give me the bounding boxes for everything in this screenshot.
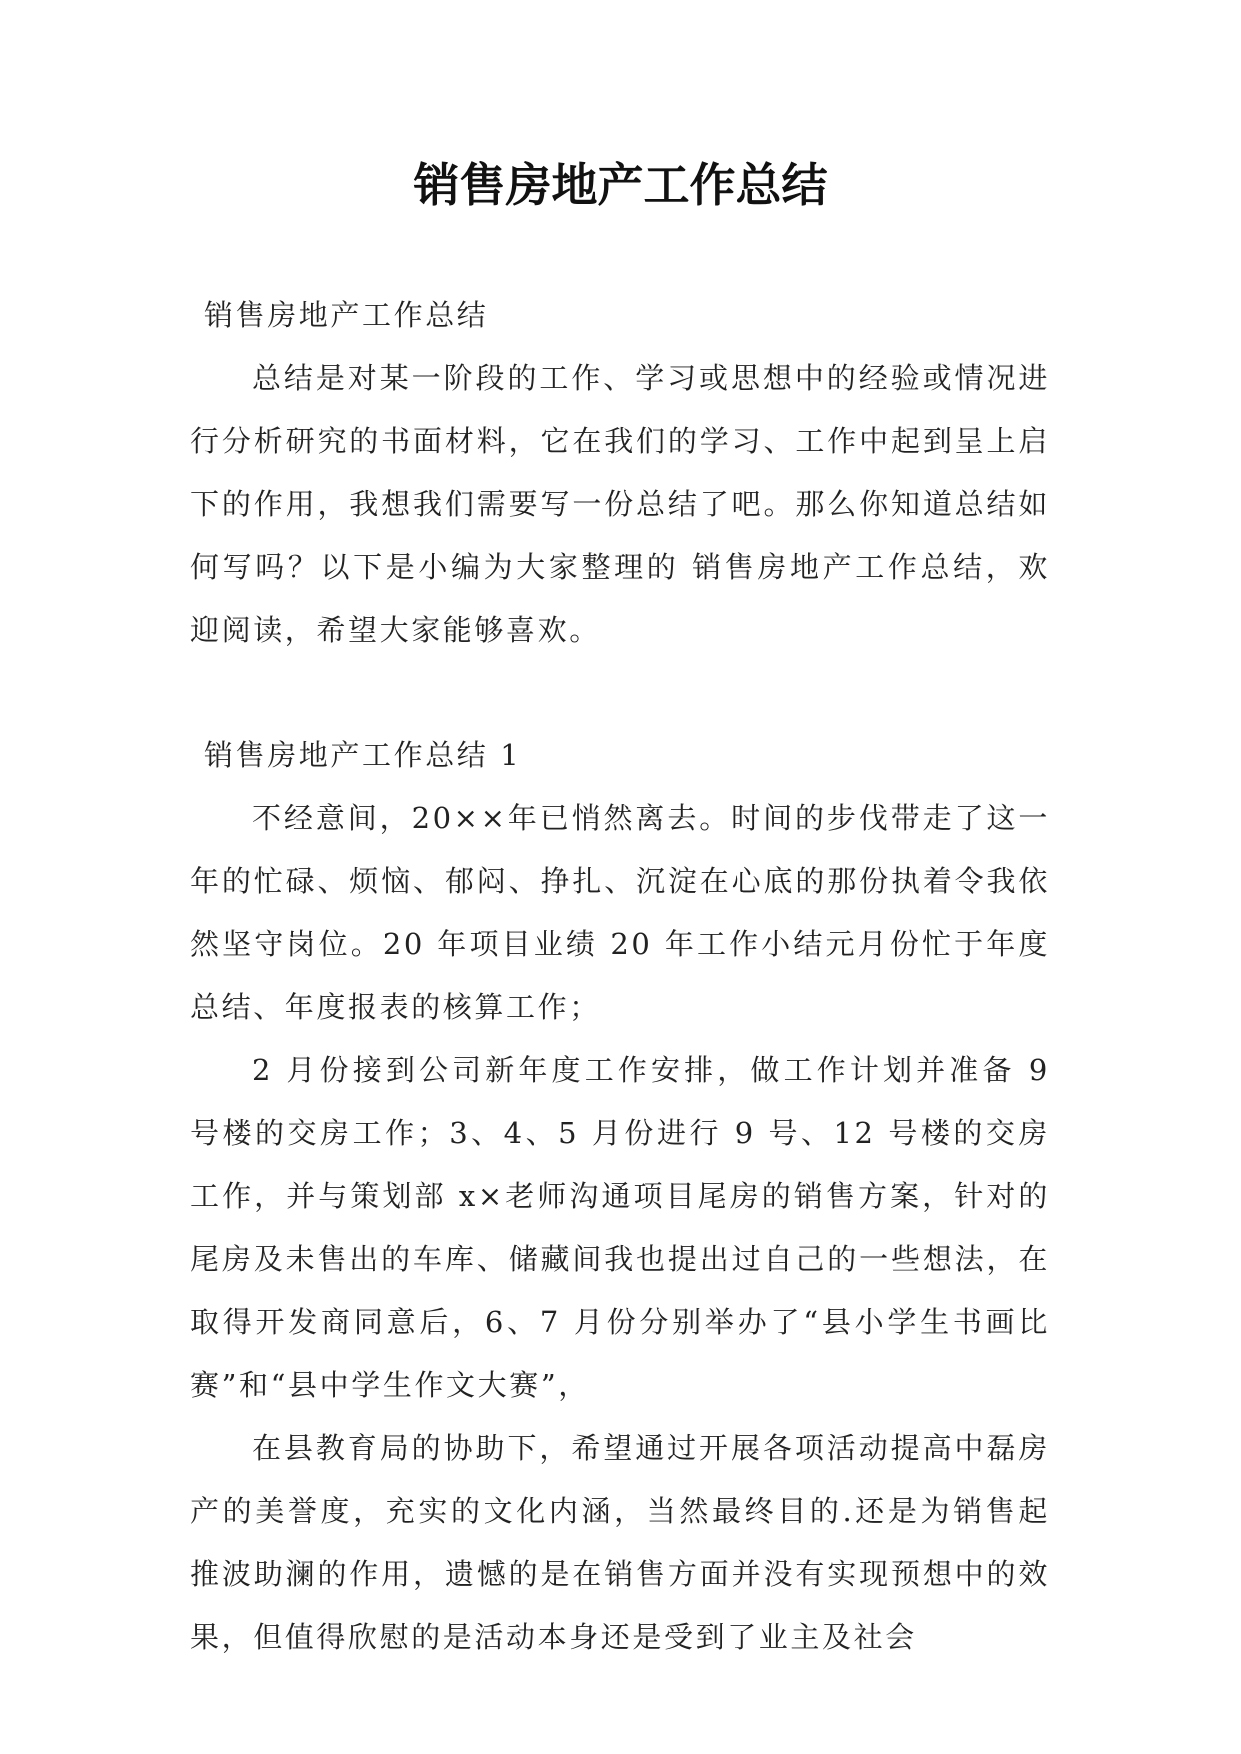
intro-heading: 销售房地产工作总结 (204, 298, 489, 332)
section-spacer (190, 662, 1050, 724)
section-heading: 销售房地产工作总结 1 (204, 738, 522, 772)
section-paragraph: 在县教育局的协助下，希望通过开展各项活动提高中磊房产的美誉度，充实的文化内涵，当然最终目的.还是为销售起推波助澜的作用，遗憾的是在销售方面并没有实现预想中的效果，但值得欣慰的是活动本身还是受到了业主及社会 (190, 1431, 1050, 1654)
document-body (190, 284, 1050, 1669)
section-paragraph: 不经意间，20××年已悄然离去。时间的步伐带走了这一年的忙碌、烦恼、郁闷、挣扎、沉淀在心底的那份执着令我依然坚守岗位。20 年项目业绩 20 年工作小结元月份忙于年度总结、年度报表的核算工作； (190, 801, 1050, 1024)
intro-paragraph: 总结是对某一阶段的工作、学习或思想中的经验或情况进行分析研究的书面材料，它在我们的学习、工作中起到呈上启下的作用，我想我们需要写一份总结了吧。那么你知道总结如何写吗？以下是小编为大家整理的 销售房地产工作总结，欢迎阅读，希望大家能够喜欢。 (190, 361, 1050, 647)
document-title: 销售房地产工作总结 (413, 158, 828, 212)
section-paragraph: 2 月份接到公司新年度工作安排，做工作计划并准备 9 号楼的交房工作；3、4、5 月份进行 9 号、12 号楼的交房工作，并与策划部 x×老师沟通项目尾房的销售方案，针对的尾房及未售出的车库、储藏间我也提出过自己的一些想法，在取得开发商同意后，6、7 月份分别举办了“县小学生书画比赛”和“县中学生作文大赛”， (190, 1053, 1050, 1402)
